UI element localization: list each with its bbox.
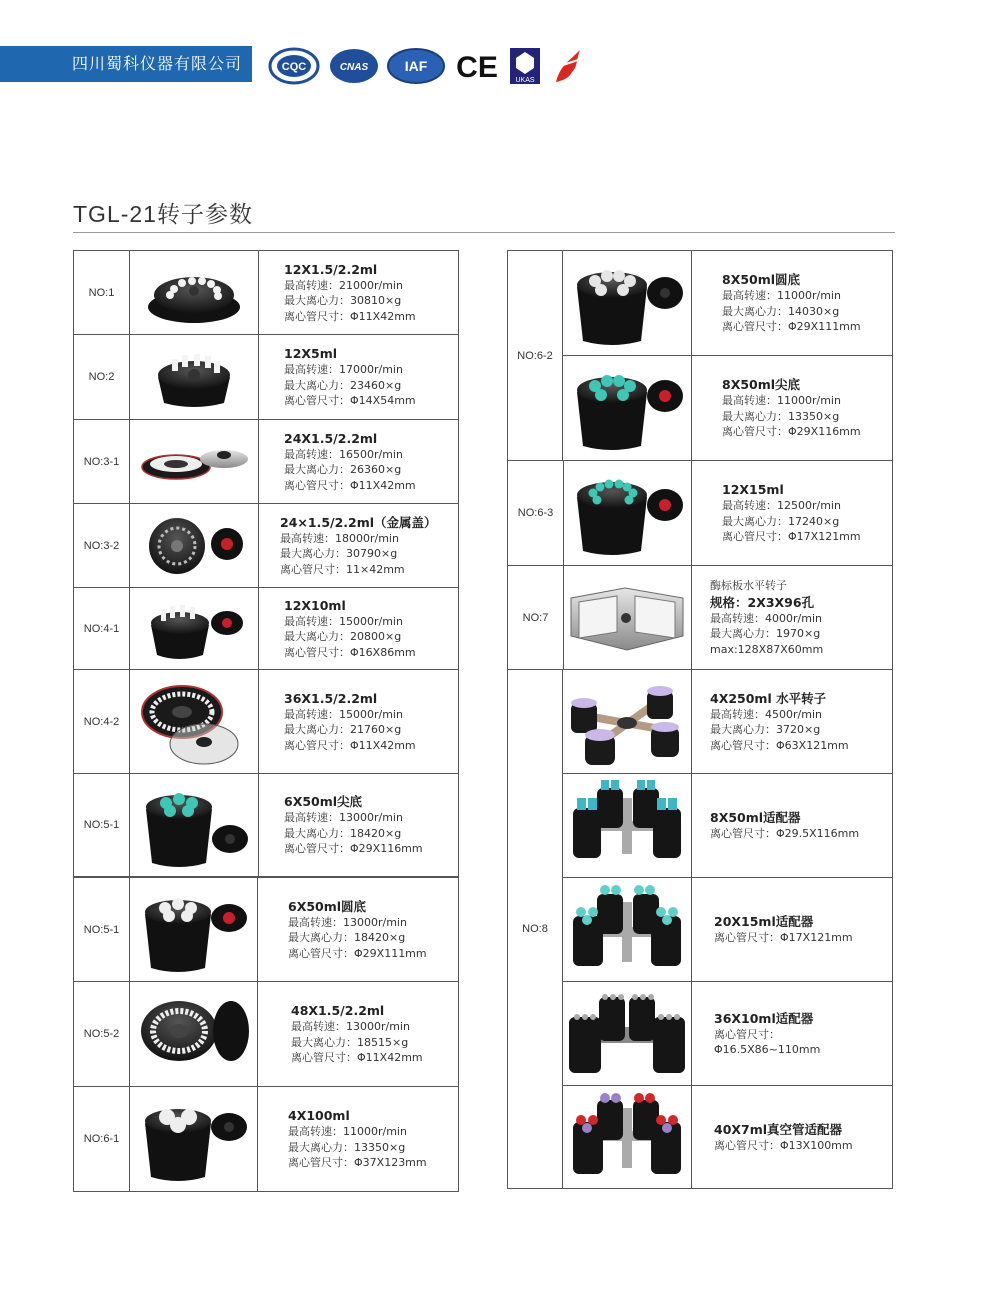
angle-rotor-with-lid-icon [136,779,252,871]
angle-rotor-with-lid-icon [567,467,687,559]
rotor-number: NO:5-1 [74,774,130,876]
spec-line: 最大离心力：20800×g [284,630,402,644]
rotor-image [563,982,692,1085]
table-row [563,251,892,356]
spec-line: 离心管尺寸：Φ16X86mm [284,645,416,659]
rotor-capacity: 36X1.5/2.2ml [284,690,378,706]
rotor-capacity: 36X10ml适配器 [714,1010,814,1026]
spec-line: 离心管尺寸：Φ11X42mm [284,478,416,492]
rotor-number: NO:6-1 [74,1087,130,1191]
rotor-capacity: 8X50ml尖底 [722,377,801,393]
spec-line: 最高转速：13000r/min [284,811,403,825]
rotor-capacity: 规格：2X3X96孔 [710,594,815,610]
rotor-table-right [507,250,893,1189]
cnas-logo-text: CNAS [339,62,369,73]
spec-line: 最高转速：4500r/min [710,707,822,721]
adapter-rotor-icon [565,987,689,1081]
spec-line: 离心管尺寸：Φ63X121mm [710,738,849,752]
table-row [74,420,458,504]
rotor-image [129,588,259,669]
table-row [563,878,892,982]
spec-line: 最大离心力：13350×g [288,1140,406,1154]
rotor-number: NO:3-2 [74,504,130,587]
rotor-capacity: 48X1.5/2.2ml [291,1003,385,1019]
angle-rotor-icon [144,261,244,325]
ukas-logo-text: UKAS [515,77,535,84]
flame-logo-icon [550,46,586,86]
rotor-image [129,670,259,773]
cqc-logo-icon [268,46,320,86]
company-name: 四川蜀科仪器有限公司 [71,54,242,73]
spec-line: 最大离心力：23460×g [284,378,402,392]
rotor-specs [714,878,853,981]
rotor-specs [284,670,416,773]
rotor-specs [710,670,849,773]
spec-line: 最高转速：11000r/min [722,289,841,303]
spec-line: 最大离心力：21760×g [284,723,402,737]
spec-line: 离心管尺寸：Φ29X116mm [284,842,423,856]
table-row [74,504,458,588]
spec-line: 最大离心力：1970×g [710,627,821,640]
adapter-rotor-icon [567,882,687,978]
rotor-capacity: 6X50ml圆底 [288,898,367,914]
rotor-table-left-bottom [73,877,459,1192]
rotor-capacity: 6X50ml尖底 [284,794,363,810]
spec-line: 最大离心力：17240×g [722,514,840,528]
rotor-specs [722,356,861,460]
adapter-rotor-icon [567,778,687,874]
ce-mark-text: CE [456,51,498,84]
table-row [74,774,458,876]
rotor-image [563,1086,692,1188]
table-row [508,566,892,670]
spec-line: 最大离心力：18420×g [288,931,406,945]
spec-line: 最大离心力：3720×g [710,723,821,737]
table-row [508,461,892,566]
iaf-logo-icon [386,46,446,86]
table-row [74,335,458,420]
rotor-number: NO:4-2 [74,670,130,773]
angle-rotor-with-lid-icon [135,1093,251,1185]
table-row [74,251,458,335]
rotor-capacity: 4X100ml [288,1108,350,1124]
swing-bucket-rotor-icon [567,675,687,769]
page-title: TGL-21转子参数 [73,201,253,227]
rotor-capacity: 8X50ml圆底 [722,272,801,288]
rotor-number: NO:5-2 [74,982,130,1086]
spec-line: 离心管尺寸：Φ14X54mm [284,394,416,408]
rotor-number: NO:8 [508,670,563,1188]
angle-rotor-icon [144,341,244,413]
rotor-specs [280,504,437,587]
rotor-specs [714,1086,853,1188]
spec-line: 最大离心力：18420×g [284,826,402,840]
rotor-specs [284,251,416,334]
rotor-specs [284,774,423,876]
spec-line: 最大离心力：13350×g [722,409,840,423]
angle-rotor-with-lid-icon [135,884,251,976]
spec-line: 最大离心力：14030×g [722,304,840,318]
rotor-capacity: 4X250ml 水平转子 [710,690,827,706]
spec-line: 离心管尺寸：Φ29.5X116mm [710,827,860,841]
rotor-type-label: 酶标板水平转子 [710,579,787,592]
rotor-table-left-top [73,250,459,877]
rotor-specs [284,335,416,419]
spec-line: 离心管尺寸：Φ11X42mm [284,738,416,752]
rotor-number: NO:6-3 [508,461,564,565]
rotor-specs [714,982,820,1085]
rotor-image [563,774,692,877]
rotor-image [563,670,692,773]
table-row [74,588,458,670]
spec-line: 最高转速：11000r/min [288,1125,407,1139]
microplate-rotor-icon [565,578,689,658]
spec-line: max:128X87X60mm [710,642,824,656]
rotor-capacity: 12X15ml [722,482,784,498]
spec-line: 最大离心力：30810×g [284,294,402,308]
rotor-image [563,878,692,981]
rotor-capacity: 40X7ml真空管适配器 [714,1121,843,1137]
rotor-image [129,774,259,876]
rotor-image [563,461,692,565]
angle-rotor-with-lid-icon [567,362,687,454]
company-banner [0,46,252,82]
rotor-specs [291,982,423,1086]
rotor-specs [710,774,859,877]
rotor-image [129,878,258,981]
spec-line: 离心管尺寸：11×42mm [280,562,405,576]
rotor-specs [710,566,823,669]
angle-rotor-with-lid-icon [567,257,687,349]
spec-line: 最高转速：15000r/min [284,707,403,721]
spec-line: 最高转速：16500r/min [284,447,403,461]
spec-line: 最高转速：13000r/min [291,1020,410,1034]
table-row [563,1086,892,1188]
rotor-number: NO:3-1 [74,420,130,503]
rotor-image [563,566,692,669]
metal-lid-rotor-icon [139,514,249,578]
rotor-capacity: 24×1.5/2.2ml（金属盖） [280,514,437,530]
spec-line: 离心管尺寸：Φ17X121mm [722,530,861,544]
spec-line: 最高转速：4000r/min [710,611,822,625]
rotor-specs [722,251,861,355]
rotor-capacity: 8X50ml适配器 [710,810,801,826]
rotor-image [563,356,692,460]
rotor-image [129,335,259,419]
ce-mark-icon [454,46,500,86]
ukas-logo-icon [508,46,542,86]
rotor-image [129,982,258,1086]
multi-tube-rotor-with-lid-icon [135,991,251,1077]
cnas-logo-icon [328,46,380,86]
rotor-capacity: 20X15ml适配器 [714,914,814,930]
rotor-image [129,504,259,587]
spec-line: 最大离心力：26360×g [284,463,402,477]
rotor-number: NO:6-2 [508,251,563,461]
spec-line: 最高转速：11000r/min [722,394,841,408]
rotor-image [129,1087,258,1191]
spec-line: 离心管尺寸：Φ11X42mm [291,1051,423,1065]
title-divider [73,232,895,233]
spec-line: 离心管尺寸：Φ13X100mm [714,1138,853,1152]
rotor-specs [284,588,416,669]
flat-rotor-with-lid-icon [138,437,250,487]
rotor-number: NO:5-1 [74,878,130,981]
table-row [74,1087,458,1191]
spec-line: 最高转速：21000r/min [284,278,403,292]
spec-line: 离心管尺寸：Φ29X116mm [722,425,861,439]
table-row [563,982,892,1086]
spec-line: 最大离心力：30790×g [280,547,398,561]
rotor-image [563,251,692,355]
table-row [74,878,458,982]
table-row [563,774,892,878]
table-row [74,982,458,1087]
spec-line: 离心管尺寸：Φ11X42mm [284,309,416,323]
rotor-specs [288,1087,427,1191]
iaf-logo-text: IAF [404,58,428,74]
rotor-specs [722,461,861,565]
rotor-number: NO:4-1 [74,588,130,669]
spec-line: 离心管尺寸：Φ29X111mm [722,320,861,334]
spec-line: 最高转速：15000r/min [284,614,403,628]
rotor-capacity: 12X10ml [284,597,346,613]
rotor-capacity: 12X5ml [284,346,338,362]
multi-tube-rotor-icon [138,676,250,768]
table-row [563,670,892,774]
rotor-capacity: 24X1.5/2.2ml [284,430,378,446]
rotor-number: NO:2 [74,335,130,419]
spec-line: 最高转速：18000r/min [280,531,399,545]
rotor-number: NO:7 [508,566,564,669]
rotor-number: NO:1 [74,251,130,334]
table-row [74,670,458,774]
rotor-image [129,420,259,503]
rotor-capacity: 12X1.5/2.2ml [284,261,378,277]
spec-line: 最高转速：17000r/min [284,363,403,377]
table-row [563,356,892,461]
spec-line: 最高转速：13000r/min [288,915,407,929]
spec-line: 离心管尺寸：Φ29X111mm [288,946,427,960]
spec-line: 最大离心力：18515×g [291,1035,409,1049]
spec-line: 离心管尺寸：Φ17X121mm [714,931,853,945]
rotor-specs [284,420,416,503]
vacuum-tube-adapter-icon [567,1090,687,1184]
rotor-specs [288,878,427,981]
cqc-logo-text: CQC [281,61,307,73]
angle-rotor-with-lid-icon [139,595,249,663]
spec-line: Φ16.5X86~110mm [714,1043,821,1056]
rotor-image [129,251,259,334]
spec-line: 离心管尺寸： [714,1027,780,1041]
spec-line: 最高转速：12500r/min [722,499,841,513]
spec-line: 离心管尺寸：Φ37X123mm [288,1156,427,1170]
